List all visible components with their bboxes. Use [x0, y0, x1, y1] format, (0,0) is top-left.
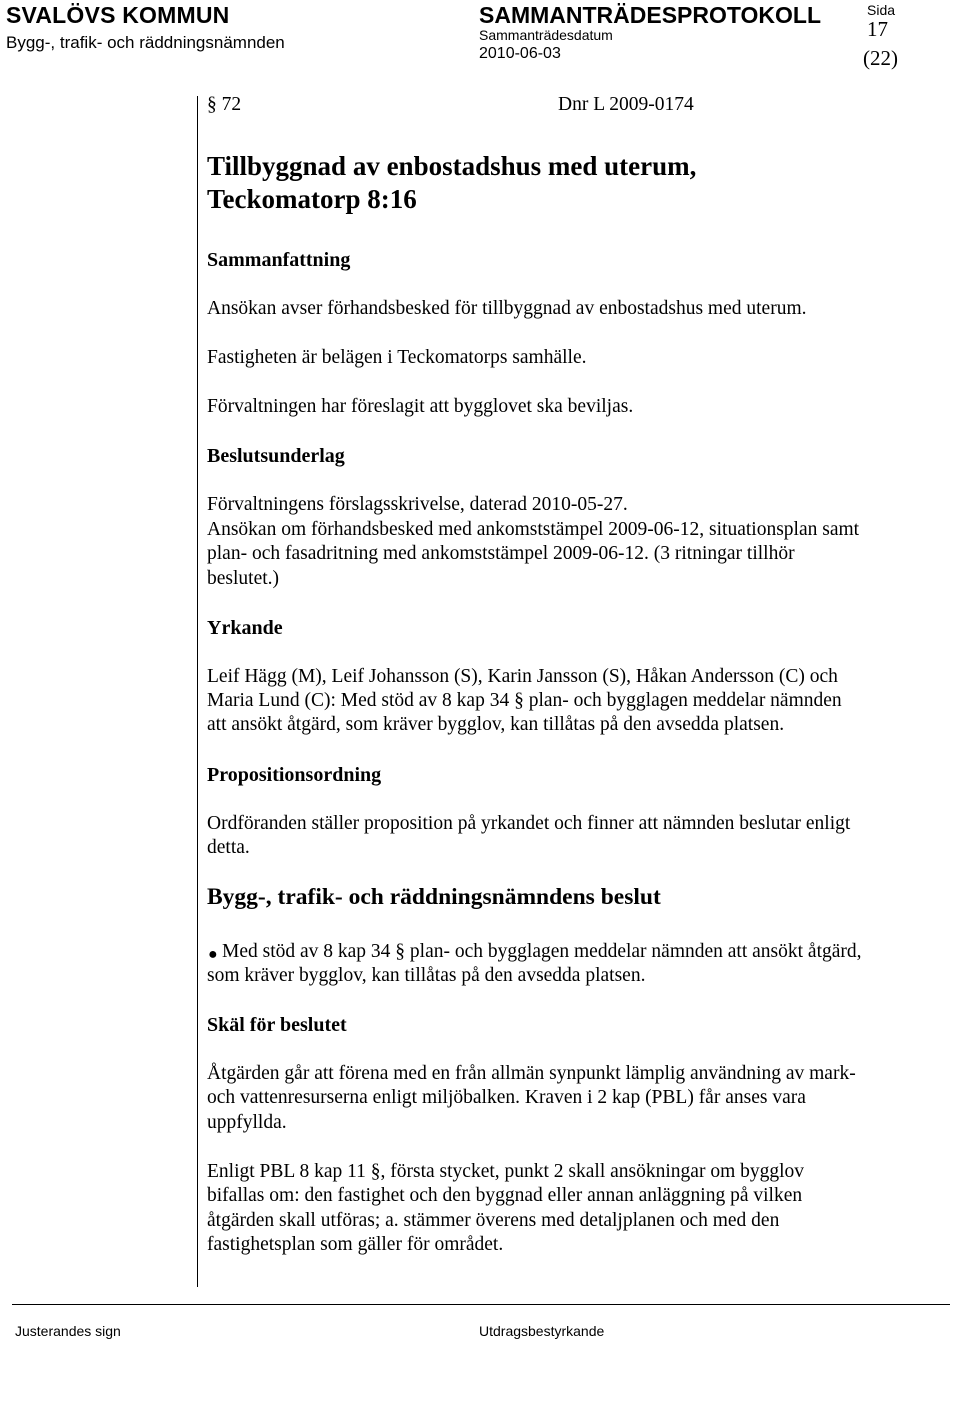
body-line: Ansökan om förhandsbesked med ankomststämpel 2009-06-12, situationsplan samt [207, 519, 860, 540]
body-line: fastighetsplan som gäller för området. [207, 1234, 504, 1255]
body-line: Maria Lund (C): Med stöd av 8 kap 34 § plan- och bygglagen meddelar nämnden [207, 690, 842, 711]
meeting-date: 2010-06-03 [479, 45, 561, 62]
footer-rule [12, 1304, 950, 1305]
decision-text-line: Med stöd av 8 kap 34 § plan- och bygglagen meddelar nämnden att ansökt åtgärd, [222, 941, 862, 962]
section-heading-propositionsordning: Propositionsordning [207, 764, 382, 786]
case-reference: Dnr L 2009-0174 [558, 94, 694, 115]
case-title-line: Teckomatorp 8:16 [207, 184, 417, 214]
footer-signature-label: Justerandes sign [15, 1323, 121, 1339]
body-line: Fastigheten är belägen i Teckomatorps samhälle. [207, 347, 587, 368]
body-line: Förvaltningens förslagsskrivelse, daterad 2010-05-27. [207, 494, 628, 515]
body-line: Leif Hägg (M), Leif Johansson (S), Karin Jansson (S), Håkan Andersson (C) och [207, 666, 838, 687]
body-line: detta. [207, 837, 250, 858]
body-line: och vattenresurserna enligt miljöbalken. Kraven i 2 kap (PBL) får anses vara [207, 1087, 806, 1108]
section-heading-skal: Skäl för beslutet [207, 1014, 347, 1036]
section-heading-yrkande: Yrkande [207, 617, 283, 639]
case-title [207, 150, 696, 216]
case-title-line: Tillbyggnad av enbostadshus med uterum, [207, 151, 697, 181]
body-line: åtgärden skall utföras; a. stämmer överens med detaljplanen och med den [207, 1210, 780, 1231]
body-line: Åtgärden går att förena med en från allmän synpunkt lämplig användning av mark- [207, 1063, 856, 1084]
page-total: (22) [863, 46, 898, 70]
organization-name: SVALÖVS KOMMUN [6, 2, 230, 28]
section-heading-beslutsunderlag: Beslutsunderlag [207, 445, 345, 467]
page-number: 17 [867, 17, 888, 41]
body-line: uppfyllda. [207, 1112, 287, 1133]
body-line: att ansökt åtgärd, som kräver bygglov, kan tillåtas på den avsedda platsen. [207, 714, 785, 735]
body-line: Enligt PBL 8 kap 11 §, första stycket, punkt 2 skall ansökningar om bygglov [207, 1161, 805, 1182]
decision-heading: Bygg-, trafik- och räddningsnämndens beslut [207, 884, 661, 910]
paragraph-number: § 72 [207, 94, 242, 115]
body-line: beslutet.) [207, 568, 280, 589]
body-line: bifallas om: den fastighet och den byggnad eller annan anläggning på vilken [207, 1185, 803, 1206]
body-line: Ordföranden ställer proposition på yrkandet och finner att nämnden beslutar enligt [207, 813, 851, 834]
section-heading-sammanfattning: Sammanfattning [207, 249, 351, 271]
margin-rule [197, 96, 198, 1287]
body-line: Ansökan avser förhandsbesked för tillbyggnad av enbostadshus med uterum. [207, 298, 807, 319]
body-line: plan- och fasadritning med ankomststämpel 2009-06-12. (3 ritningar tillhör [207, 543, 795, 564]
document-type: SAMMANTRÄDESPROTOKOLL [479, 2, 822, 28]
meeting-date-label: Sammanträdesdatum [479, 27, 613, 43]
committee-name: Bygg-, trafik- och räddningsnämnden [6, 33, 285, 52]
body-line: Förvaltningen har föreslagit att bygglovet ska beviljas. [207, 396, 634, 417]
page-label: Sida [867, 2, 896, 18]
bullet-icon: ● [208, 946, 218, 963]
footer-certification-label: Utdragsbestyrkande [479, 1323, 605, 1339]
decision-text-line: som kräver bygglov, kan tillåtas på den avsedda platsen. [207, 965, 646, 986]
